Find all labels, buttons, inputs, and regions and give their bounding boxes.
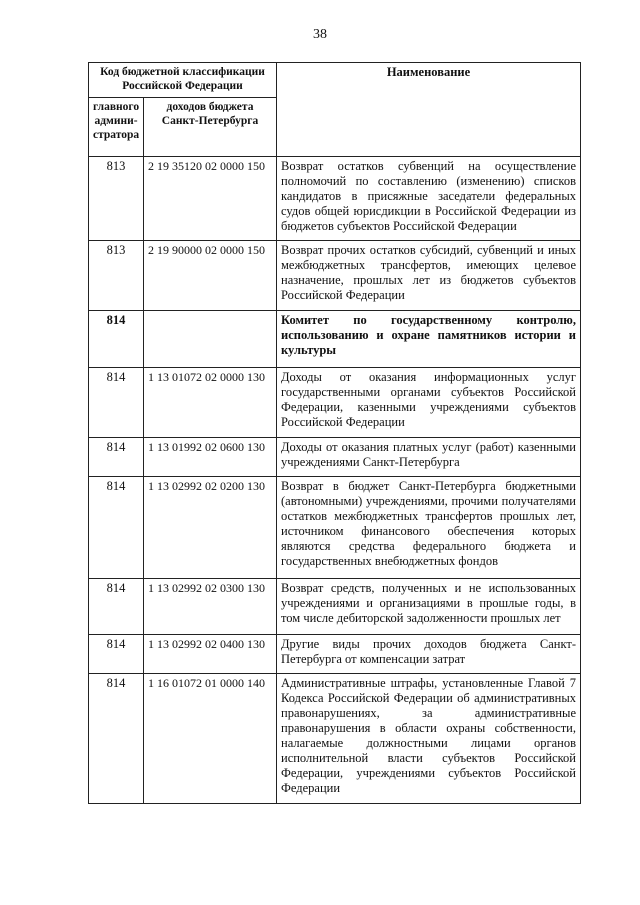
income-code: 1 16 01072 01 0000 140 bbox=[144, 674, 277, 804]
header-name: Наименование bbox=[277, 63, 581, 157]
admin-code: 814 bbox=[89, 579, 144, 635]
admin-code: 814 bbox=[89, 438, 144, 477]
header-budget-code: Код бюджетной классификации Российской Федерации bbox=[89, 63, 277, 98]
table-row bbox=[89, 477, 581, 579]
header-income: доходов бюджета Санкт-Петербурга bbox=[144, 98, 277, 157]
income-code: 1 13 01992 02 0600 130 bbox=[144, 438, 277, 477]
admin-code: 813 bbox=[89, 157, 144, 241]
admin-code: 814 bbox=[89, 477, 144, 579]
income-code: 2 19 35120 02 0000 150 bbox=[144, 157, 277, 241]
table-row bbox=[89, 157, 581, 241]
budget-classification-table bbox=[88, 62, 581, 804]
table-row bbox=[89, 635, 581, 674]
row-description: Другие виды прочих доходов бюджета Санкт-Петербурга от компенсации затрат bbox=[277, 635, 581, 674]
admin-code: 814 bbox=[89, 674, 144, 804]
admin-code: 814 bbox=[89, 368, 144, 438]
income-code: 1 13 02992 02 0200 130 bbox=[144, 477, 277, 579]
row-description: Комитет по государственному контролю, использованию и охране памятников истории и культуры bbox=[277, 311, 581, 368]
table-row bbox=[89, 674, 581, 804]
page-number: 38 bbox=[313, 27, 327, 42]
admin-code: 814 bbox=[89, 311, 144, 368]
table-row bbox=[89, 438, 581, 477]
table-row bbox=[89, 579, 581, 635]
row-description: Доходы от оказания информационных услуг государственными органами субъектов Российской Федерации, казенными учреждениями субъектов Российской Федерации bbox=[277, 368, 581, 438]
income-code bbox=[144, 311, 277, 368]
income-code: 2 19 90000 02 0000 150 bbox=[144, 241, 277, 311]
income-code: 1 13 02992 02 0400 130 bbox=[144, 635, 277, 674]
row-description: Возврат средств, полученных и не использованных учреждениями и организациями в прошлые годы, в том числе дебиторской задолженности прошлых лет bbox=[277, 579, 581, 635]
row-description: Возврат прочих остатков субсидий, субвенций и иных межбюджетных трансфертов, имеющих целевое назначение, прошлых лет из бюджетов субъектов Российской Федерации bbox=[277, 241, 581, 311]
table-row bbox=[89, 368, 581, 438]
row-description: Административные штрафы, установленные Главой 7 Кодекса Российской Федерации об административных правонарушениях, за административные правонарушения в области охраны собственности, налагаемые должностными лицами органов исполнительной власти субъектов Российской Федерации, учреждениями субъектов Российской Федерации bbox=[277, 674, 581, 804]
income-code: 1 13 02992 02 0300 130 bbox=[144, 579, 277, 635]
admin-code: 814 bbox=[89, 635, 144, 674]
row-description: Возврат в бюджет Санкт-Петербурга бюджетными (автономными) учреждениями, прочими получателями остатков межбюджетных трансфертов прошлых лет, источником финансового обеспечения которых являются средства федерального бюджета и государственных внебюджетных фондов bbox=[277, 477, 581, 579]
header-admin: главного админи-стратора bbox=[89, 98, 144, 157]
admin-code: 813 bbox=[89, 241, 144, 311]
row-description: Возврат остатков субвенций на осуществление полномочий по составлению (изменению) списков кандидатов в присяжные заседатели федеральных судов общей юрисдикции в Российской Федерации из бюджетов субъектов Российской Федерации bbox=[277, 157, 581, 241]
row-description: Доходы от оказания платных услуг (работ) казенными учреждениями Санкт-Петербурга bbox=[277, 438, 581, 477]
income-code: 1 13 01072 02 0000 130 bbox=[144, 368, 277, 438]
table-row bbox=[89, 241, 581, 311]
table-row bbox=[89, 311, 581, 368]
